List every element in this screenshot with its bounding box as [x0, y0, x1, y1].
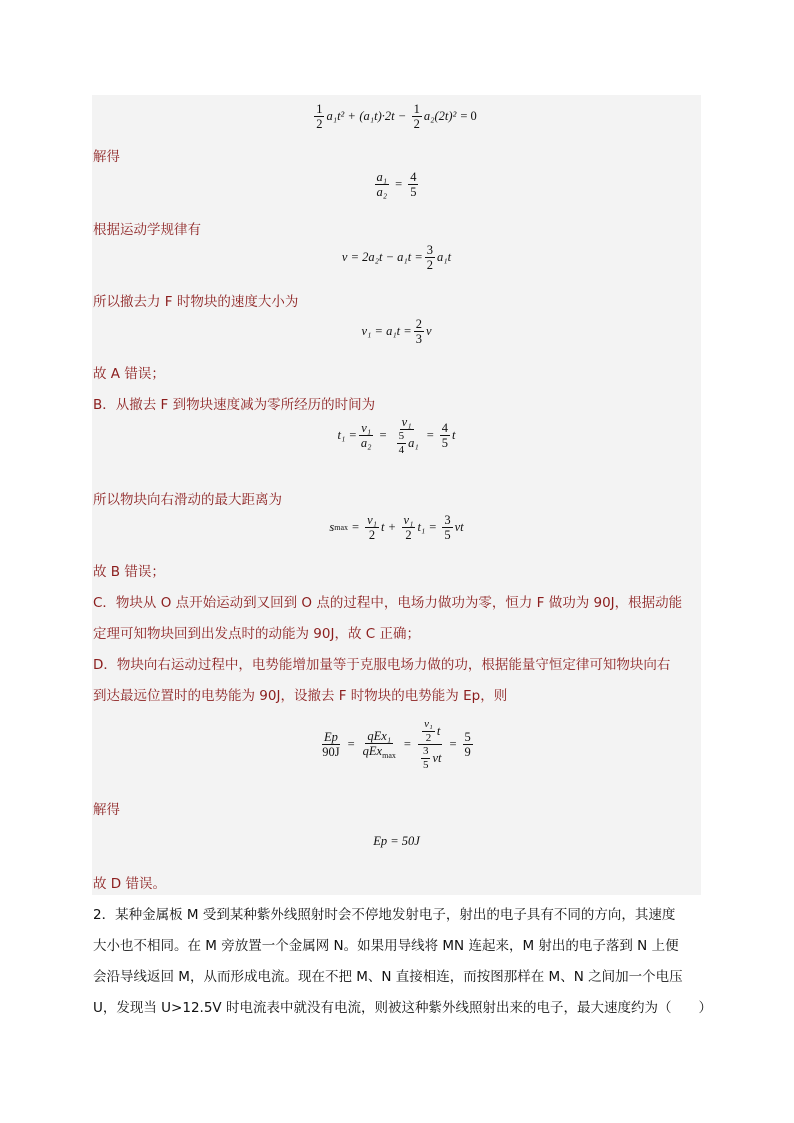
text-b-wrong: 故 B 错误； [93, 564, 165, 580]
equation-8: Ep = 50J [373, 834, 420, 848]
text-yundong: 根据运动学规律有 [93, 222, 201, 238]
text-b-statement: B．从撤去 F 到物块速度减为零所经历的时间为 [93, 397, 376, 413]
text-d-wrong: 故 D 错误。 [93, 876, 166, 892]
question-2-line2: 大小也不相同。在 M 旁放置一个金属网 N。如果用导线将 MN 连起来，M 射出的电子落到 N 上便 [93, 938, 679, 954]
equation-5: t₁ = $\frac{\text{v₁}}{\text{a₂}}$ = v₁ $\frac{5}{4}$ a₁ = $\frac{4}{5}$ t [337, 415, 456, 457]
equation-6: s max = $\frac{\text{v₁}}{2}$ t + $\frac{\text{v₁}}{2}$ t₁ = $\frac{3}{5}$ vt [329, 513, 464, 543]
question-2-line1: 2．某种金属板 M 受到某种紫外线照射时会不停地发射电子，射出的电子具有不同的方向，其速度 [93, 907, 676, 923]
question-2-line4: U，发现当 U>12.5V 时电流表中就没有电流，则被这种紫外线照射出来的电子，最大速度约为（ ） [93, 1000, 712, 1016]
text-c-line1: C．物块从 O 点开始运动到又回到 O 点的过程中，电场力做功为零，恒力 F 做功为 90J，根据动能 [93, 595, 683, 611]
text-speed: 所以撤去力 F 时物块的速度大小为 [93, 294, 299, 310]
text-maxdist: 所以物块向右滑动的最大距离为 [93, 492, 282, 508]
equation-3: v = 2a₂t − a₁t = $\frac{3}{2}$ a₁t [341, 243, 452, 273]
text-a-wrong: 故 A 错误； [93, 366, 165, 382]
text-jiede-1: 解得 [93, 149, 120, 165]
text-jiede-2: 解得 [93, 802, 120, 818]
text-d-line1: D．物块向右运动过程中，电势能增加量等于克服电场力做的功，根据能量守恒定律可知物块向右 [93, 657, 671, 673]
equation-2: $\frac{\text{a₁}}{\text{a₂}}$ = $\frac{4}{5}$ [376, 170, 417, 200]
text-c-line2: 定理可知物块回到出发点时的动能为 90J，故 C 正确； [93, 626, 420, 642]
text-d-line2: 到达最远位置时的电势能为 90J，设撤去 F 时物块的电势能为 Ep，则 [93, 688, 508, 704]
equation-4: v₁ = a₁t = $\frac{2}{3}$ v [361, 317, 432, 347]
question-2-line3: 会沿导线返回 M，从而形成电流。现在不把 M、N 直接相连，而按图那样在 M、N 之间加一个电压 [93, 969, 683, 985]
equation-1: $\frac{1}{2}$ a₁t² + (a₁t)·2t − $\frac{1}{2}$ a₂(2t)² = 0 [316, 102, 477, 132]
equation-7: $\frac{Ep}{90J}$ = $\frac{\text{qEx₁}}{qEx_{max}}$ = $\frac{\text{v₁}}{2}$ t $\frac{3}{5}$ vt = $\frac{5}{9}$ [322, 718, 471, 771]
